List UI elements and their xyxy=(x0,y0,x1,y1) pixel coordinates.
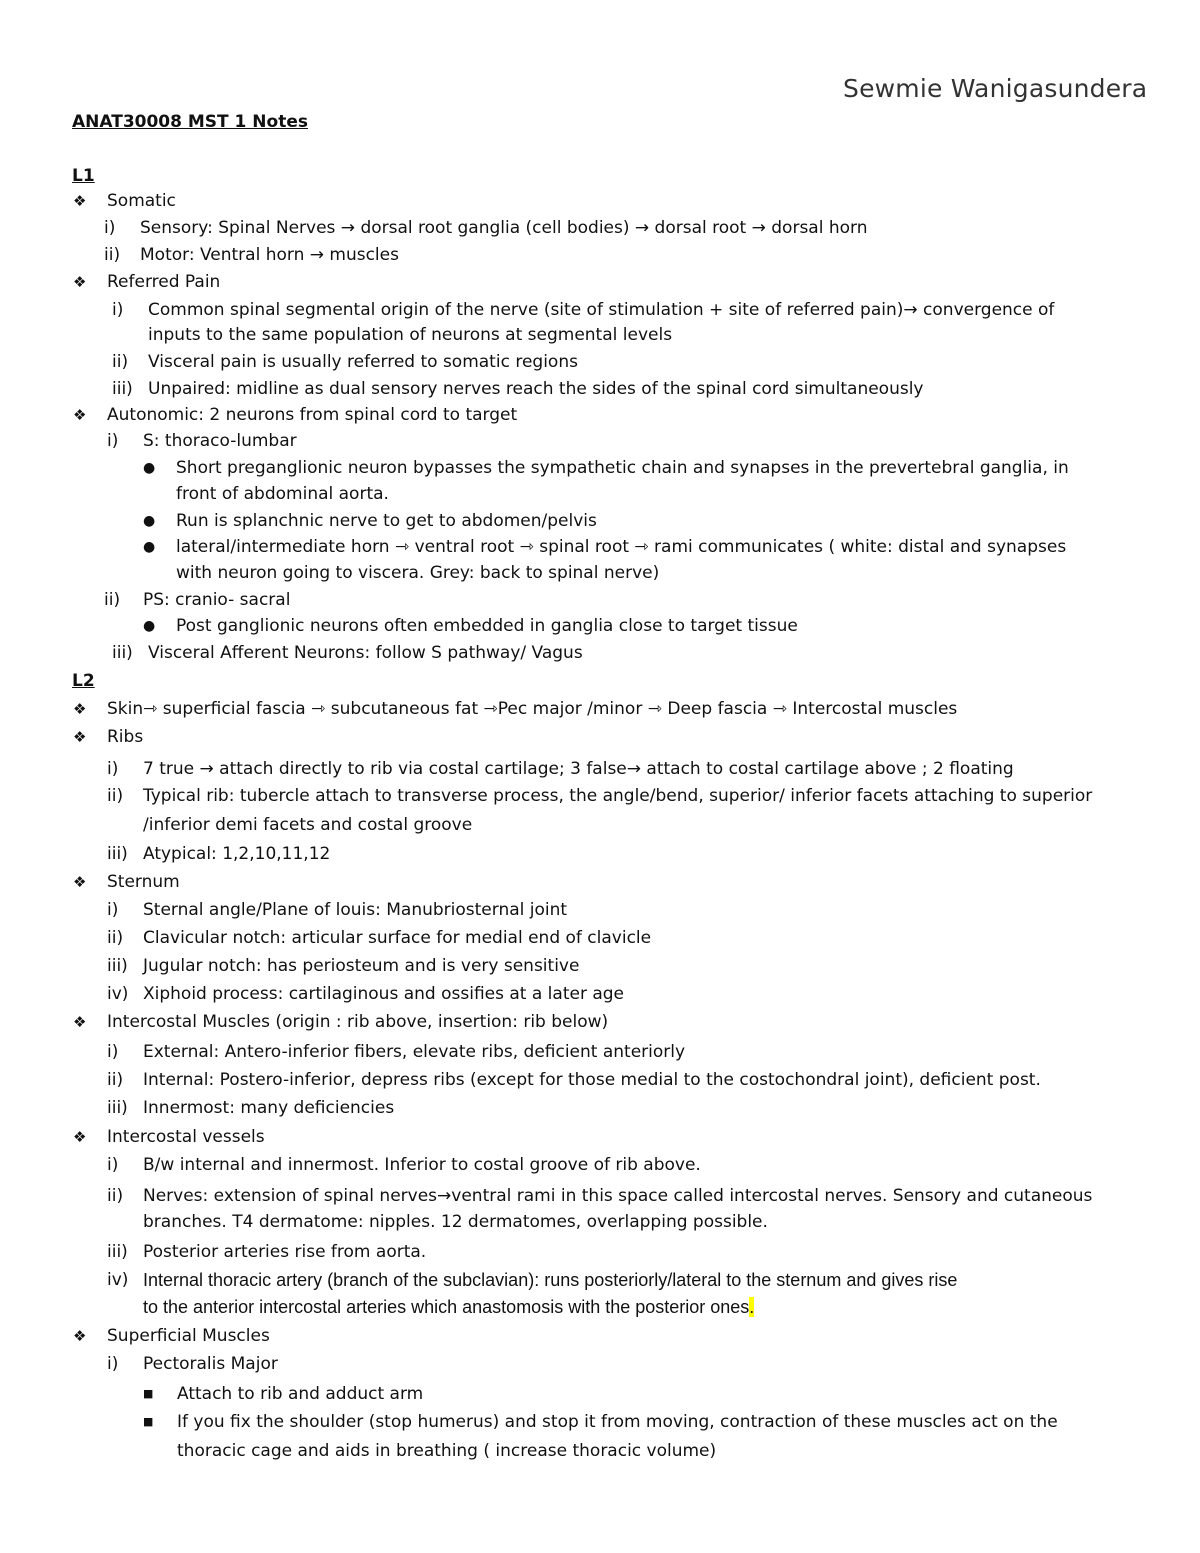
roman-numeral: ii) xyxy=(107,928,124,948)
bullet-icon: ● xyxy=(143,618,156,634)
roman-numeral: i) xyxy=(107,1042,119,1062)
bullet-item: Attach to rib and adduct arm xyxy=(177,1384,424,1404)
roman-numeral: i) xyxy=(107,900,119,920)
list-item: PS: cranio- sacral xyxy=(143,590,291,610)
list-item: Internal thoracic artery (branch of the subclavian): runs posteriorly/lateral to the sternum and gives rise xyxy=(143,1270,958,1290)
list-item: Sensory: Spinal Nerves → dorsal root ganglia (cell bodies) → dorsal root → dorsal horn xyxy=(140,218,868,238)
list-item: Typical rib: tubercle attach to transverse process, the angle/bend, superior/ inferior facets attaching to superior xyxy=(143,786,1093,806)
roman-numeral: ii) xyxy=(107,1070,124,1090)
bullet-icon: ● xyxy=(143,513,156,529)
roman-numeral: i) xyxy=(112,300,124,320)
list-item-continuation: branches. T4 dermatome: nipples. 12 dermatomes, overlapping possible. xyxy=(143,1212,768,1232)
section-layers: Skin⇾ superficial fascia ⇾ subcutaneous fat ⇾Pec major /minor ⇾ Deep fascia ⇾ Intercostal muscles xyxy=(107,699,958,719)
roman-numeral: iv) xyxy=(107,984,129,1004)
diamond-bullet-icon: ❖ xyxy=(73,700,87,718)
list-item: Nerves: extension of spinal nerves→ventral rami in this space called intercostal nerves. Sensory and cutaneous xyxy=(143,1186,1093,1206)
bullet-item: lateral/intermediate horn ⇾ ventral root ⇾ spinal root ⇾ rami communicates ( white: distal and synapses xyxy=(176,537,1067,557)
roman-numeral: ii) xyxy=(107,786,124,806)
roman-numeral: i) xyxy=(107,431,119,451)
section-referred-pain: Referred Pain xyxy=(107,272,221,292)
roman-numeral: i) xyxy=(104,218,116,238)
list-item: Unpaired: midline as dual sensory nerves reach the sides of the spinal cord simultaneously xyxy=(148,379,924,399)
diamond-bullet-icon: ❖ xyxy=(73,1327,87,1345)
bullet-item: Short preganglionic neuron bypasses the sympathetic chain and synapses in the prevertebral ganglia, in xyxy=(176,458,1069,478)
section-intercostal-muscles: Intercostal Muscles (origin : rib above, insertion: rib below) xyxy=(107,1012,609,1032)
section-ribs: Ribs xyxy=(107,727,144,747)
list-item: Atypical: 1,2,10,11,12 xyxy=(143,844,331,864)
roman-numeral: iii) xyxy=(112,379,133,399)
bullet-item-continuation: with neuron going to viscera. Grey: back to spinal nerve) xyxy=(176,563,660,583)
list-item: Pectoralis Major xyxy=(143,1354,278,1374)
diamond-bullet-icon: ❖ xyxy=(73,873,87,891)
section-superficial-muscles: Superficial Muscles xyxy=(107,1326,270,1346)
diamond-bullet-icon: ❖ xyxy=(73,273,87,291)
diamond-bullet-icon: ❖ xyxy=(73,1013,87,1031)
document-title: ANAT30008 MST 1 Notes xyxy=(72,112,308,132)
roman-numeral: ii) xyxy=(104,245,121,265)
highlighted-text: . xyxy=(749,1297,755,1317)
bullet-icon: ● xyxy=(143,460,156,476)
section-somatic: Somatic xyxy=(107,191,176,211)
bullet-item-continuation: front of abdominal aorta. xyxy=(176,484,389,504)
diamond-bullet-icon: ❖ xyxy=(73,728,87,746)
section-intercostal-vessels: Intercostal vessels xyxy=(107,1127,265,1147)
list-item-continuation: /inferior demi facets and costal groove xyxy=(143,815,473,835)
roman-numeral: iii) xyxy=(107,844,128,864)
diamond-bullet-icon: ❖ xyxy=(73,192,87,210)
list-item: Sternal angle/Plane of louis: Manubriosternal joint xyxy=(143,900,568,920)
roman-numeral: iii) xyxy=(112,643,133,663)
section-sternum: Sternum xyxy=(107,872,180,892)
list-item: 7 true → attach directly to rib via costal cartilage; 3 false→ attach to costal cartilage above ; 2 floating xyxy=(143,759,1014,779)
list-item: Common spinal segmental origin of the nerve (site of stimulation + site of referred pain)→ convergence of xyxy=(148,300,1055,320)
list-item: Jugular notch: has periosteum and is very sensitive xyxy=(143,956,580,976)
list-item: Visceral Afferent Neurons: follow S pathway/ Vagus xyxy=(148,643,583,663)
list-item-continuation xyxy=(143,1296,754,1318)
roman-numeral: ii) xyxy=(112,352,129,372)
bullet-item: If you fix the shoulder (stop humerus) and stop it from moving, contraction of these muscles act on the xyxy=(177,1412,1058,1432)
section-autonomic: Autonomic: 2 neurons from spinal cord to target xyxy=(107,405,518,425)
roman-numeral: ii) xyxy=(107,1186,124,1206)
roman-numeral: i) xyxy=(107,1354,119,1374)
roman-numeral: iii) xyxy=(107,1098,128,1118)
bullet-item: Run is splanchnic nerve to get to abdomen/pelvis xyxy=(176,511,597,531)
roman-numeral: iii) xyxy=(107,956,128,976)
bullet-item: Post ganglionic neurons often embedded in ganglia close to target tissue xyxy=(176,616,798,636)
square-bullet-icon: ■ xyxy=(143,1387,154,1400)
bullet-icon: ● xyxy=(143,539,156,555)
list-item-text: to the anterior intercostal arteries which anastomosis with the posterior ones xyxy=(143,1297,750,1317)
roman-numeral: iv) xyxy=(107,1270,129,1290)
list-item: Visceral pain is usually referred to somatic regions xyxy=(148,352,578,372)
diamond-bullet-icon: ❖ xyxy=(73,1128,87,1146)
roman-numeral: iii) xyxy=(107,1242,128,1262)
lecture-heading-l2: L2 xyxy=(72,671,95,691)
lecture-heading-l1: L1 xyxy=(72,166,95,186)
list-item: Xiphoid process: cartilaginous and ossifies at a later age xyxy=(143,984,625,1004)
list-item: B/w internal and innermost. Inferior to costal groove of rib above. xyxy=(143,1155,701,1175)
list-item: External: Antero-inferior fibers, elevate ribs, deficient anteriorly xyxy=(143,1042,686,1062)
roman-numeral: i) xyxy=(107,1155,119,1175)
list-item: S: thoraco-lumbar xyxy=(143,431,297,451)
list-item: Internal: Postero-inferior, depress ribs (except for those medial to the costochondral joint), deficient post. xyxy=(143,1070,1041,1090)
list-item: Posterior arteries rise from aorta. xyxy=(143,1242,427,1262)
square-bullet-icon: ■ xyxy=(143,1415,154,1428)
list-item: Motor: Ventral horn → muscles xyxy=(140,245,399,265)
diamond-bullet-icon: ❖ xyxy=(73,406,87,424)
list-item-continuation: inputs to the same population of neurons at segmental levels xyxy=(148,325,673,345)
list-item: Clavicular notch: articular surface for medial end of clavicle xyxy=(143,928,652,948)
roman-numeral: i) xyxy=(107,759,119,779)
bullet-item-continuation: thoracic cage and aids in breathing ( increase thoracic volume) xyxy=(177,1441,717,1461)
list-item: Innermost: many deficiencies xyxy=(143,1098,395,1118)
roman-numeral: ii) xyxy=(104,590,121,610)
author-header: Sewmie Wanigasundera xyxy=(843,74,1148,103)
